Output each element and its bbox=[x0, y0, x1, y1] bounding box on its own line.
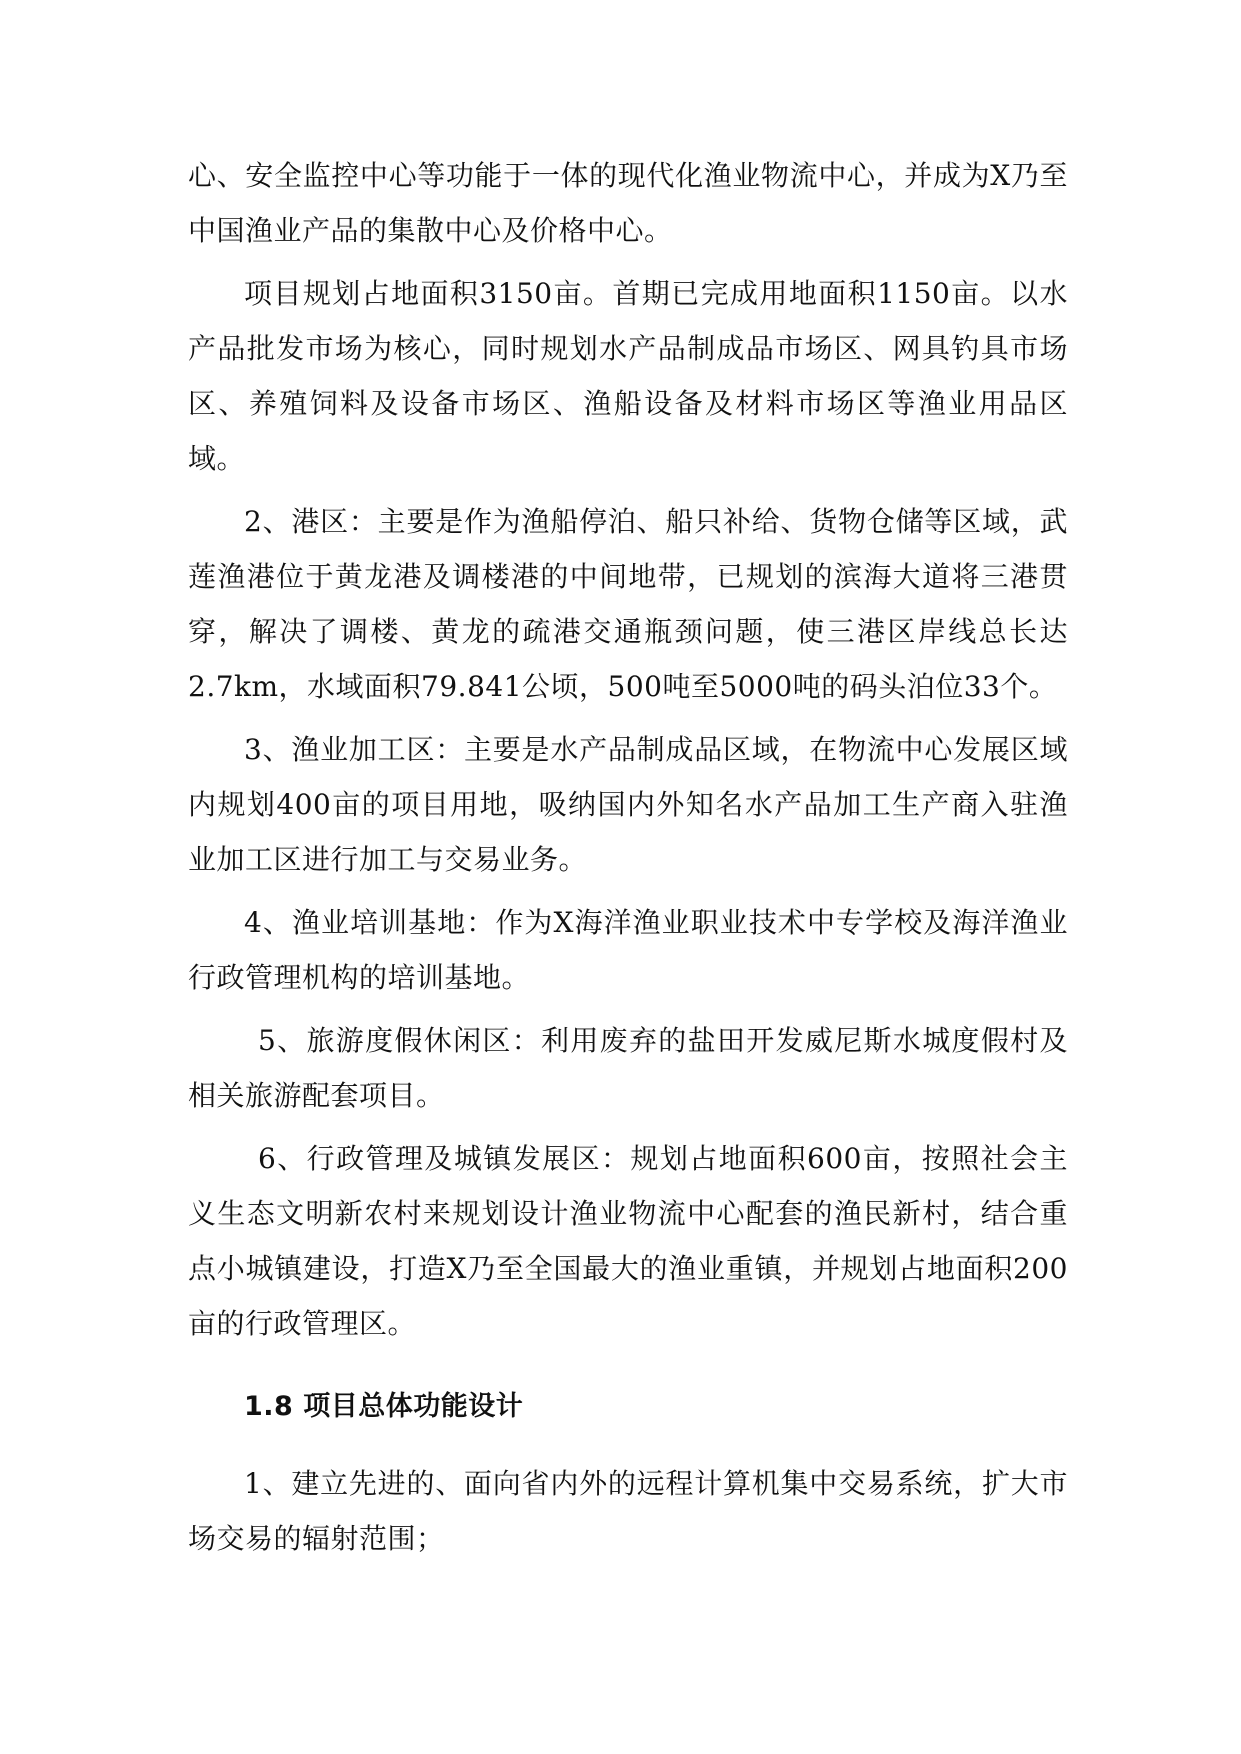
section-heading: 1.8 项目总体功能设计 bbox=[244, 1391, 524, 1422]
paragraph-port-area: 2、港区：主要是作为渔船停泊、船只补给、货物仓储等区域，武莲渔港位于黄龙港及调楼港的中间地带，已规划的滨海大道将三港贯穿，解决了调楼、黄龙的疏港交通瓶颈问题，使三港区岸线总长达2.7km，水域面积79.841公顷，500吨至5000吨的码头泊位33个。 bbox=[188, 505, 1068, 703]
paragraph-land-area: 项目规划占地面积3150亩。首期已完成用地面积1150亩。以水产品批发市场为核心，同时规划水产品制成品市场区、网具钓具市场区、养殖饲料及设备市场区、渔船设备及材料市场区等渔业用品区域。 bbox=[188, 277, 1068, 475]
paragraph-training-base: 4、渔业培训基地：作为X海洋渔业职业技术中专学校及海洋渔业行政管理机构的培训基地。 bbox=[188, 906, 1068, 994]
paragraph-intro-continued: 心、安全监控中心等功能于一体的现代化渔业物流中心，并成为X乃至中国渔业产品的集散中心及价格中心。 bbox=[188, 159, 1068, 247]
paragraph-processing-area: 3、渔业加工区：主要是水产品制成品区域，在物流中心发展区域内规划400亩的项目用地，吸纳国内外知名水产品加工生产商入驻渔业加工区进行加工与交易业务。 bbox=[188, 733, 1068, 876]
paragraph-tourism-area: 5、旅游度假休闲区：利用废弃的盐田开发威尼斯水城度假村及相关旅游配套项目。 bbox=[188, 1024, 1068, 1112]
document-body bbox=[188, 148, 1068, 1574]
paragraph-administration-area: 6、行政管理及城镇发展区：规划占地面积600亩，按照社会主义生态文明新农村来规划设计渔业物流中心配套的渔民新村，结合重点小城镇建设，打造X乃至全国最大的渔业重镇，并规划占地面积200亩的行政管理区。 bbox=[188, 1142, 1068, 1340]
paragraph-function-design-1: 1、建立先进的、面向省内外的远程计算机集中交易系统，扩大市场交易的辐射范围； bbox=[188, 1467, 1068, 1555]
